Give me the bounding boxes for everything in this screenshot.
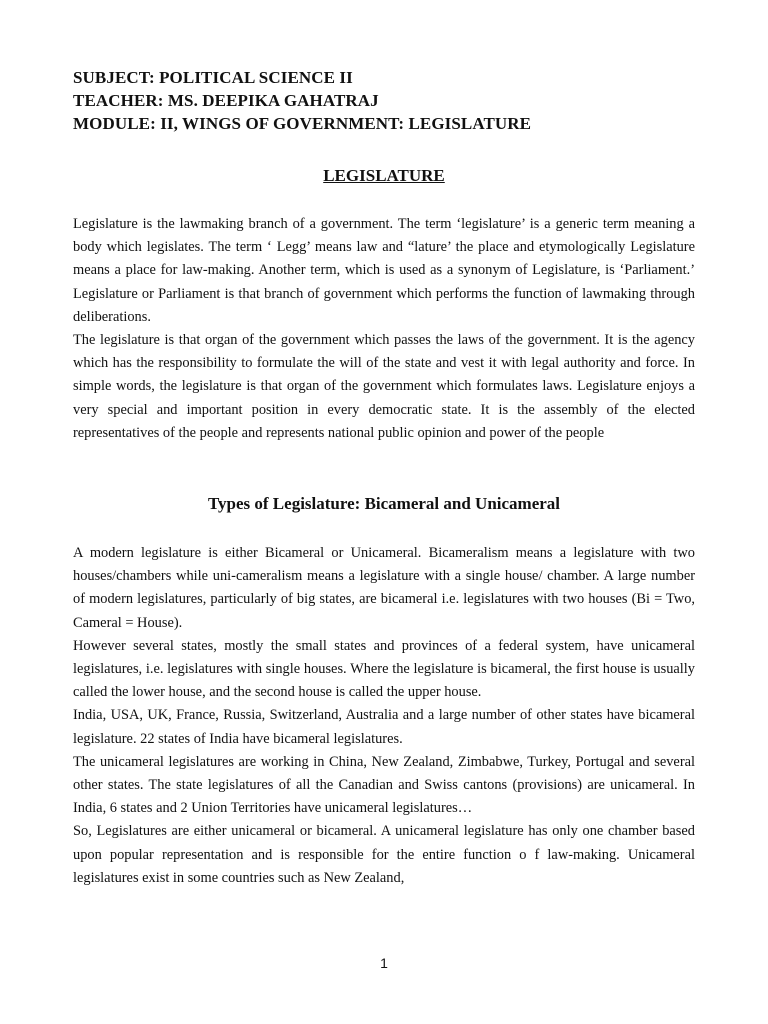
section-title-legislature: LEGISLATURE [323, 166, 445, 185]
page-number: 1 [380, 955, 388, 971]
subject-line: SUBJECT: POLITICAL SCIENCE II [73, 68, 353, 87]
paragraph: The unicameral legislatures are working in China, New Zealand, Zimbabwe, Turkey, Portugal and several other states. The state legislatures of all the Canadian and Swiss cantons (provisions) are unicameral. In India, 6 states and 2 Union Territories have unicameral legislatures… [73, 753, 695, 817]
paragraph: A modern legislature is either Bicameral or Unicameral. Bicameralism means a legislature with two houses/chambers while uni-cameralism means a legislature with a single house/ chamber. A large number of modern legislatures, particularly of big states, are bicameral i.e. legislatures with two houses (Bi = Two, Cameral = House). [73, 545, 695, 631]
types-body [73, 542, 695, 890]
legislature-body [73, 213, 695, 445]
teacher-line: TEACHER: MS. DEEPIKA GAHATRAJ [73, 91, 379, 110]
section-title-types: Types of Legislature: Bicameral and Unicameral [207, 494, 561, 513]
paragraph: India, USA, UK, France, Russia, Switzerland, Australia and a large number of other states have bicameral legislature. 22 states of India have bicameral legislatures. [73, 707, 695, 747]
paragraph: So, Legislatures are either unicameral or bicameral. A unicameral legislature has only one chamber based upon popular representation and is responsible for the entire function o f law-making. Unicameral legislatures exist in some countries such as New Zealand, [73, 823, 695, 886]
module-line: MODULE: II, WINGS OF GOVERNMENT: LEGISLATURE [73, 114, 532, 133]
paragraph: The legislature is that organ of the government which passes the laws of the government. It is the agency which has the responsibility to formulate the will of the state and vest it with legal authority and force. In simple words, the legislature is that organ of the government which formulates laws. Legislature enjoys a very special and important position in every democratic state. It is the assembly of the elected representatives of the people and represents national public opinion and power of the people [73, 332, 695, 441]
paragraph: However several states, mostly the small states and provinces of a federal system, have unicameral legislatures, i.e. legislatures with single houses. Where the legislature is bicameral, the first house is usually called the lower house, and the second house is called the upper house. [73, 637, 695, 701]
paragraph: Legislature is the lawmaking branch of a government. The term ‘legislature’ is a generic term meaning a body which legislates. The term ‘ Legg’ means law and “lature’ the place and etymologically Legislature means a place for law-making. Another term, which is used as a synonym of Legislature, is ‘Parliament.’ Legislature or Parliament is that branch of government which performs the function of lawmaking through deliberations. [73, 216, 695, 325]
document-header [73, 66, 531, 135]
